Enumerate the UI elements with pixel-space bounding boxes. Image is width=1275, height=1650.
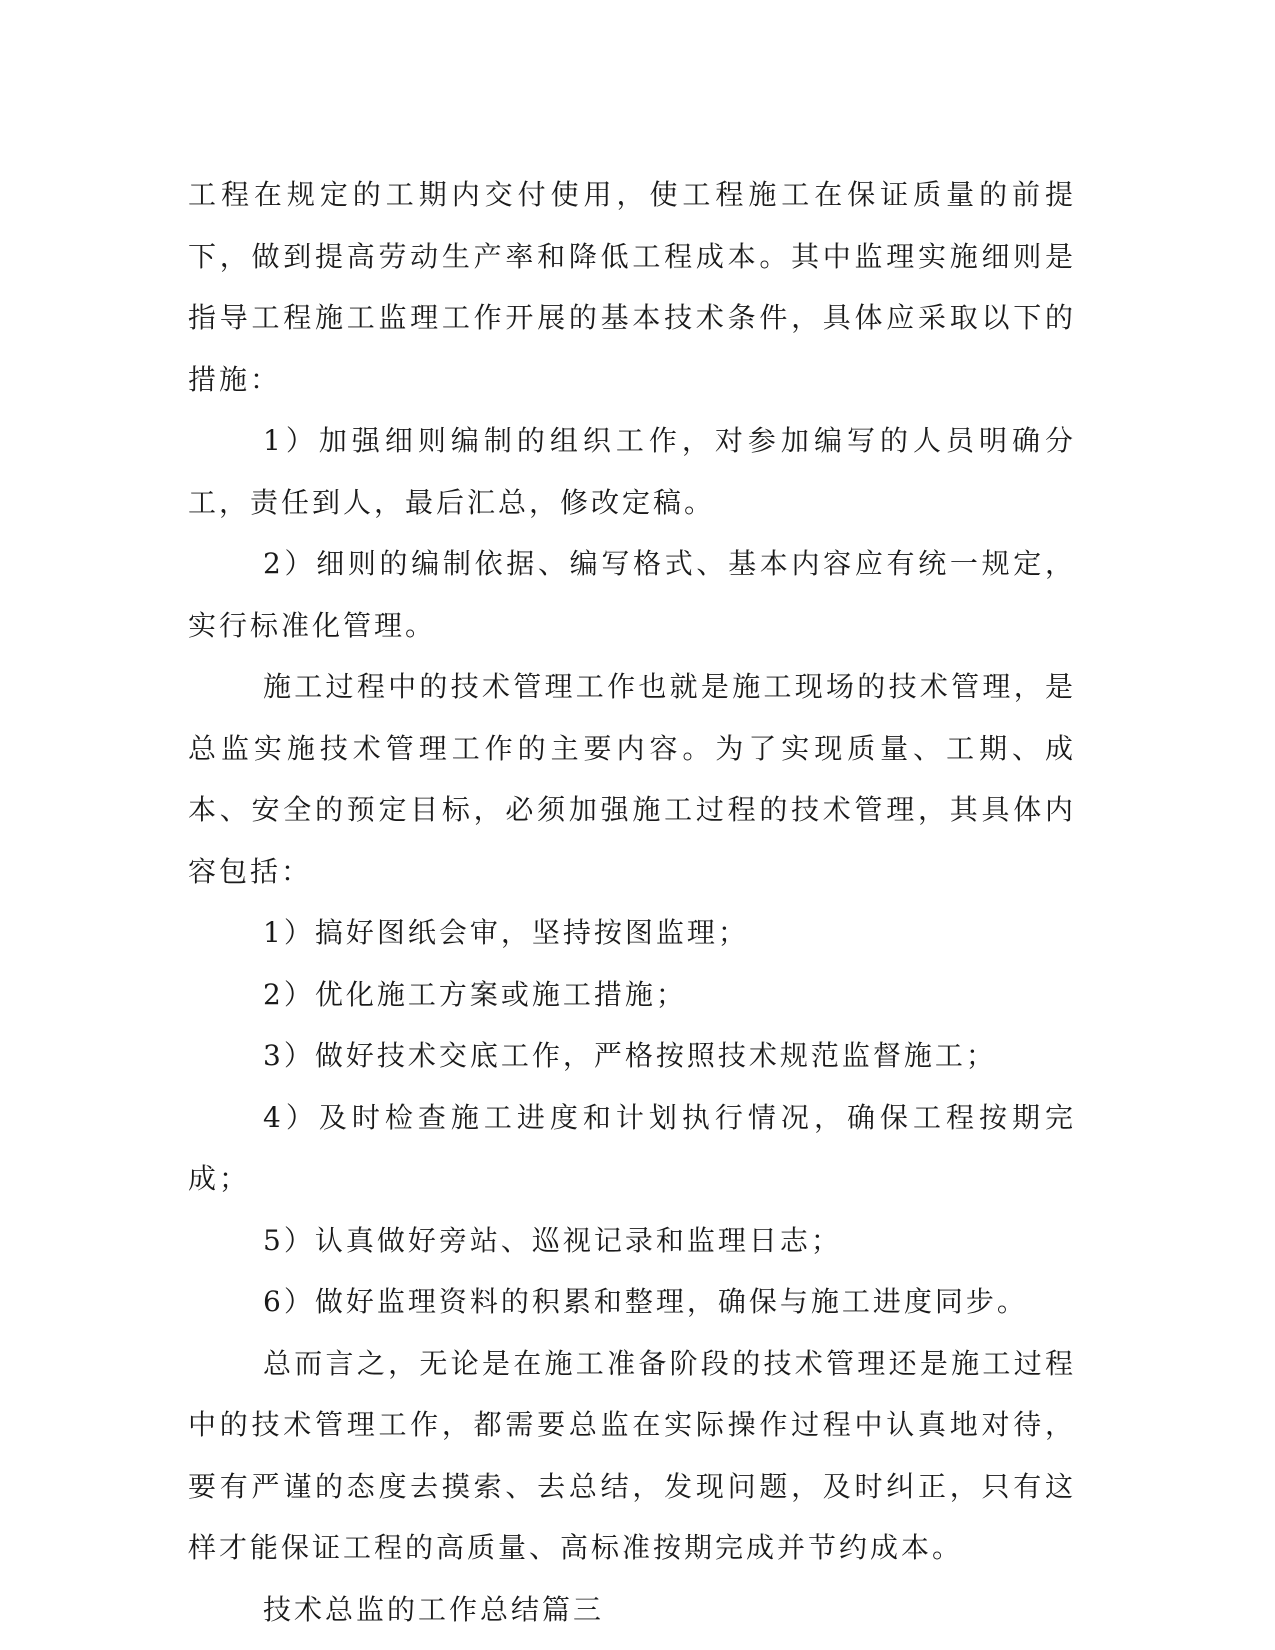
list-item-6: 6）做好监理资料的积累和整理，确保与施工进度同步。 — [263, 1285, 1028, 1318]
list-item-5: 5）认真做好旁站、巡视记录和监理日志； — [263, 1223, 842, 1257]
paragraph-intro: 工程在规定的工期内交付使用，使工程施工在保证质量的前提下，做到提高劳动生产率和降低工程成本。其中监理实施细则是指导工程施工监理工作开展的基本技术条件，具体应采取以下的措施： — [188, 178, 1076, 396]
paragraph-measure-1: 1）加强细则编制的组织工作，对参加编写的人员明确分工，责任到人，最后汇总，修改定稿。 — [188, 424, 1076, 519]
section-heading: 技术总监的工作总结篇三 — [263, 1592, 605, 1626]
paragraph-construction-management: 施工过程中的技术管理工作也就是施工现场的技术管理，是总监实施技术管理工作的主要内容。为了实现质量、工期、成本、安全的预定目标，必须加强施工过程的技术管理，其具体内容包括： — [188, 670, 1076, 888]
list-item-3: 3）做好技术交底工作，严格按照技术规范监督施工； — [263, 1039, 997, 1072]
document-body — [188, 164, 1076, 1640]
paragraph-measure-2: 2）细则的编制依据、编写格式、基本内容应有统一规定，实行标准化管理。 — [188, 547, 1076, 642]
list-item-4: 4）及时检查施工进度和计划执行情况，确保工程按期完成； — [188, 1100, 1076, 1195]
paragraph-conclusion: 总而言之，无论是在施工准备阶段的技术管理还是施工过程中的技术管理工作，都需要总监在实际操作过程中认真地对待，要有严谨的态度去摸索、去总结，发现问题，及时纠正，只有这样才能保证工程的高质量、高标准按期完成并节约成本。 — [188, 1346, 1076, 1564]
list-item-2: 2）优化施工方案或施工措施； — [263, 977, 687, 1011]
list-item-1: 1）搞好图纸会审，坚持按图监理； — [263, 916, 749, 949]
